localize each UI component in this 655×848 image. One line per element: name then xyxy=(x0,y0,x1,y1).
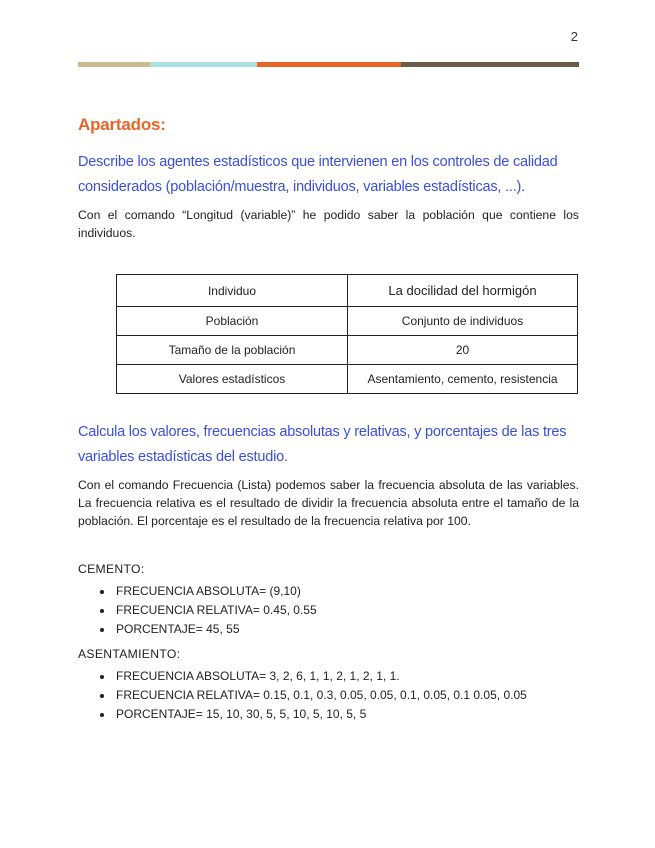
asentamiento-list xyxy=(78,667,579,724)
list-item: • FRECUENCIA ABSOLUTA= (9,10) xyxy=(114,582,579,601)
table-row xyxy=(117,307,578,336)
table-cell-value: La docilidad del hormigón xyxy=(348,275,578,307)
list-item: • FRECUENCIA ABSOLUTA= 3, 2, 6, 1, 1, 2, 1, 2, 1, 1. xyxy=(114,667,579,686)
cemento-label: CEMENTO: xyxy=(78,562,145,576)
list-item: • FRECUENCIA RELATIVA= 0.45, 0.55 xyxy=(114,601,579,620)
question-2: Calcula los valores, frecuencias absolutas y relativas, y porcentajes de las tres variables estadísticas del estudio. xyxy=(78,424,567,465)
section-heading: Apartados: xyxy=(78,115,166,134)
list-item: • PORCENTAJE= 15, 10, 30, 5, 5, 10, 5, 10, 5, 5 xyxy=(114,705,579,724)
table-cell-value: Conjunto de individuos xyxy=(348,307,578,336)
cemento-list xyxy=(78,582,579,639)
page-number: 2 xyxy=(570,29,578,44)
statistics-table xyxy=(116,274,578,394)
answer-2: Con el comando Frecuencia (Lista) podemos saber la frecuencia absoluta de las variables. La frecuencia relativa es el resultado de dividir la frecuencia absoluta entre el tamaño de la población. El porcentaje es el resultado de la frecuencia relativa por 100. xyxy=(78,478,579,528)
document-body xyxy=(78,115,579,730)
color-bar-segment xyxy=(401,62,579,67)
table-cell-label: Población xyxy=(117,307,348,336)
table-row xyxy=(117,336,578,365)
table-row xyxy=(117,275,578,307)
table-cell-label: Tamaño de la población xyxy=(117,336,348,365)
table-row xyxy=(117,365,578,394)
list-item: • PORCENTAJE= 45, 55 xyxy=(114,620,579,639)
header-color-bar xyxy=(78,62,579,67)
answer-1: Con el comando “Longitud (variable)” he podido saber la población que contiene los individuos. xyxy=(78,208,579,240)
table-cell-label: Individuo xyxy=(117,275,348,307)
color-bar-segment xyxy=(78,62,150,67)
color-bar-segment xyxy=(257,62,401,67)
color-bar-segment xyxy=(150,62,257,67)
list-item: • FRECUENCIA RELATIVA= 0.15, 0.1, 0.3, 0.05, 0.05, 0.1, 0.05, 0.1 0.05, 0.05 xyxy=(114,686,579,705)
table-cell-value: Asentamiento, cemento, resistencia xyxy=(348,365,578,394)
question-1: Describe los agentes estadísticos que intervienen en los controles de calidad considerados (población/muestra, individuos, variables estadísticas, ...). xyxy=(78,154,558,195)
table-cell-value: 20 xyxy=(348,336,578,365)
table-cell-label: Valores estadísticos xyxy=(117,365,348,394)
asentamiento-label: ASENTAMIENTO: xyxy=(78,647,181,661)
